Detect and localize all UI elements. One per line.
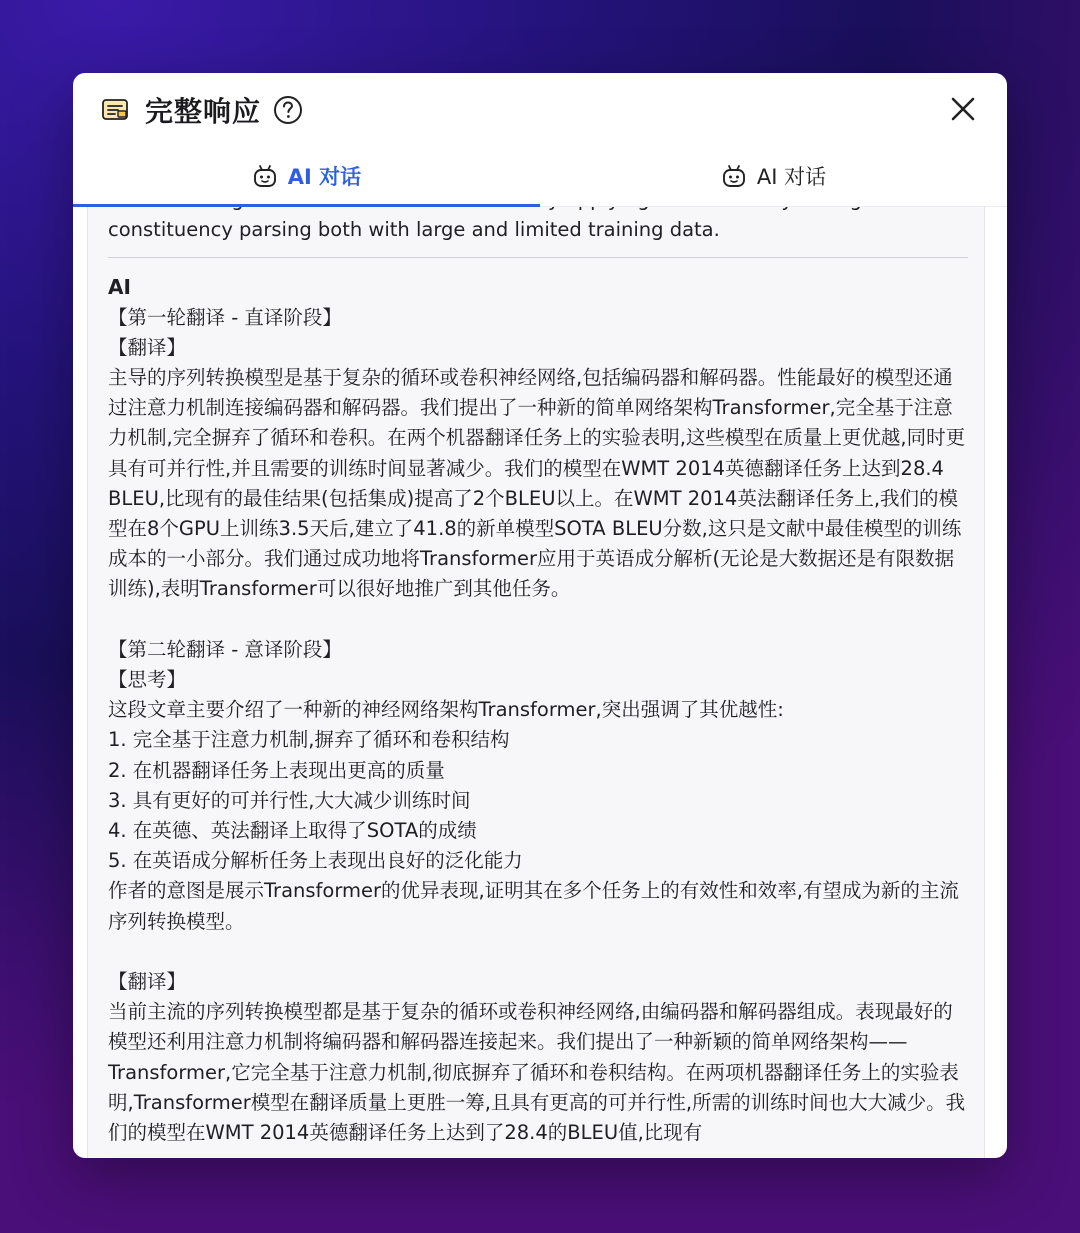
spacer (108, 605, 968, 635)
message-divider (108, 257, 968, 258)
full-response-dialog (73, 73, 1007, 1158)
tab-ai-chat-2[interactable] (540, 146, 1007, 206)
tab-label: AI 对话 (756, 165, 827, 189)
robot-icon (721, 163, 747, 189)
tab-bar (73, 146, 1007, 207)
round1-heading: 【第一轮翻译 - 直译阶段】 (108, 305, 342, 329)
list-item: 4. 在英德、英法翻译上取得了SOTA的成绩 (108, 819, 477, 843)
round2-think-intro: 这段文章主要介绍了一种新的神经网络架构Transformer,突出强调了其优越性: (108, 698, 784, 722)
tab-label: AI 对话 (287, 165, 362, 189)
round1-translation-label: 【翻译】 (108, 335, 187, 359)
list-item: 2. 在机器翻译任务上表现出更高的质量 (108, 758, 445, 782)
english-tail-line: constituency parsing both with large and limited training data. (108, 218, 720, 242)
round2-translation-label: 【翻译】 (108, 970, 187, 994)
notes-card-icon (101, 95, 131, 125)
question-circle-icon[interactable] (273, 95, 303, 125)
list-item: 5. 在英语成分解析任务上表现出良好的泛化能力 (108, 849, 523, 873)
close-button[interactable] (945, 91, 981, 127)
dialog-title: 完整响应 (145, 94, 262, 128)
robot-icon (252, 163, 278, 189)
close-icon (950, 96, 976, 122)
response-content-scroll[interactable] (87, 207, 985, 1158)
round2-think-outro: 作者的意图是展示Transformer的优异表现,证明其在多个任务上的有效性和效率,有望成为新的主流序列转换模型。 (108, 879, 959, 933)
spacer (108, 937, 968, 967)
dialog-header (73, 73, 1007, 146)
round2-heading: 【第二轮翻译 - 意译阶段】 (108, 637, 342, 661)
list-item: 1. 完全基于注意力机制,摒弃了循环和卷积结构 (108, 728, 510, 752)
list-item: 3. 具有更好的可并行性,大大减少训练时间 (108, 788, 471, 812)
round1-translation-text: 主导的序列转换模型是基于复杂的循环或卷积神经网络,包括编码器和解码器。性能最好的模型还通过注意力机制连接编码器和解码器。我们提出了一种新的简单网络架构Transformer,完全基于注意力机制,完全摒弃了循环和卷积。在两个机器翻译任务上的实验表明,这些模型在质量上更优越,同时更具有可并行性,并且需要的训练时间显著减少。我们的模型在WMT 2014英德翻译任务上达到28.4 BLEU,比现有的最佳结果(包括集成)提高了2个BLEU以上。在WMT 2014英法翻译任务上,我们的模型在8个GPU上训练3.5天后,建立了41.8的新单模型SOTA BLEU分数,这只是文献中最佳模型的训练成本的一小部分。我们通过成功地将Transformer应用于英语成分解析(无论是大数据还是有限数据训练),表明Transformer可以很好地推广到其他任务。 (108, 366, 966, 601)
tab-ai-chat-1[interactable] (73, 146, 540, 206)
round2-translation-text: 当前主流的序列转换模型都是基于复杂的循环或卷积神经网络,由编码器和解码器组成。表现最好的模型还利用注意力机制将编码器和解码器连接起来。我们提出了一种新颖的简单网络架构——Transformer,它完全基于注意力机制,彻底摒弃了循环和卷积结构。在两项机器翻译任务上的实验表明,Transformer模型在翻译质量上更胜一筹,且具有更高的可并行性,所需的训练时间也大大减少。我们的模型在WMT 2014英德翻译任务上达到了28.4的BLEU值,比现有 (108, 1000, 966, 1145)
speaker-label: AI (108, 275, 131, 300)
round2-think-label: 【思考】 (108, 668, 187, 692)
response-text (108, 185, 968, 1148)
